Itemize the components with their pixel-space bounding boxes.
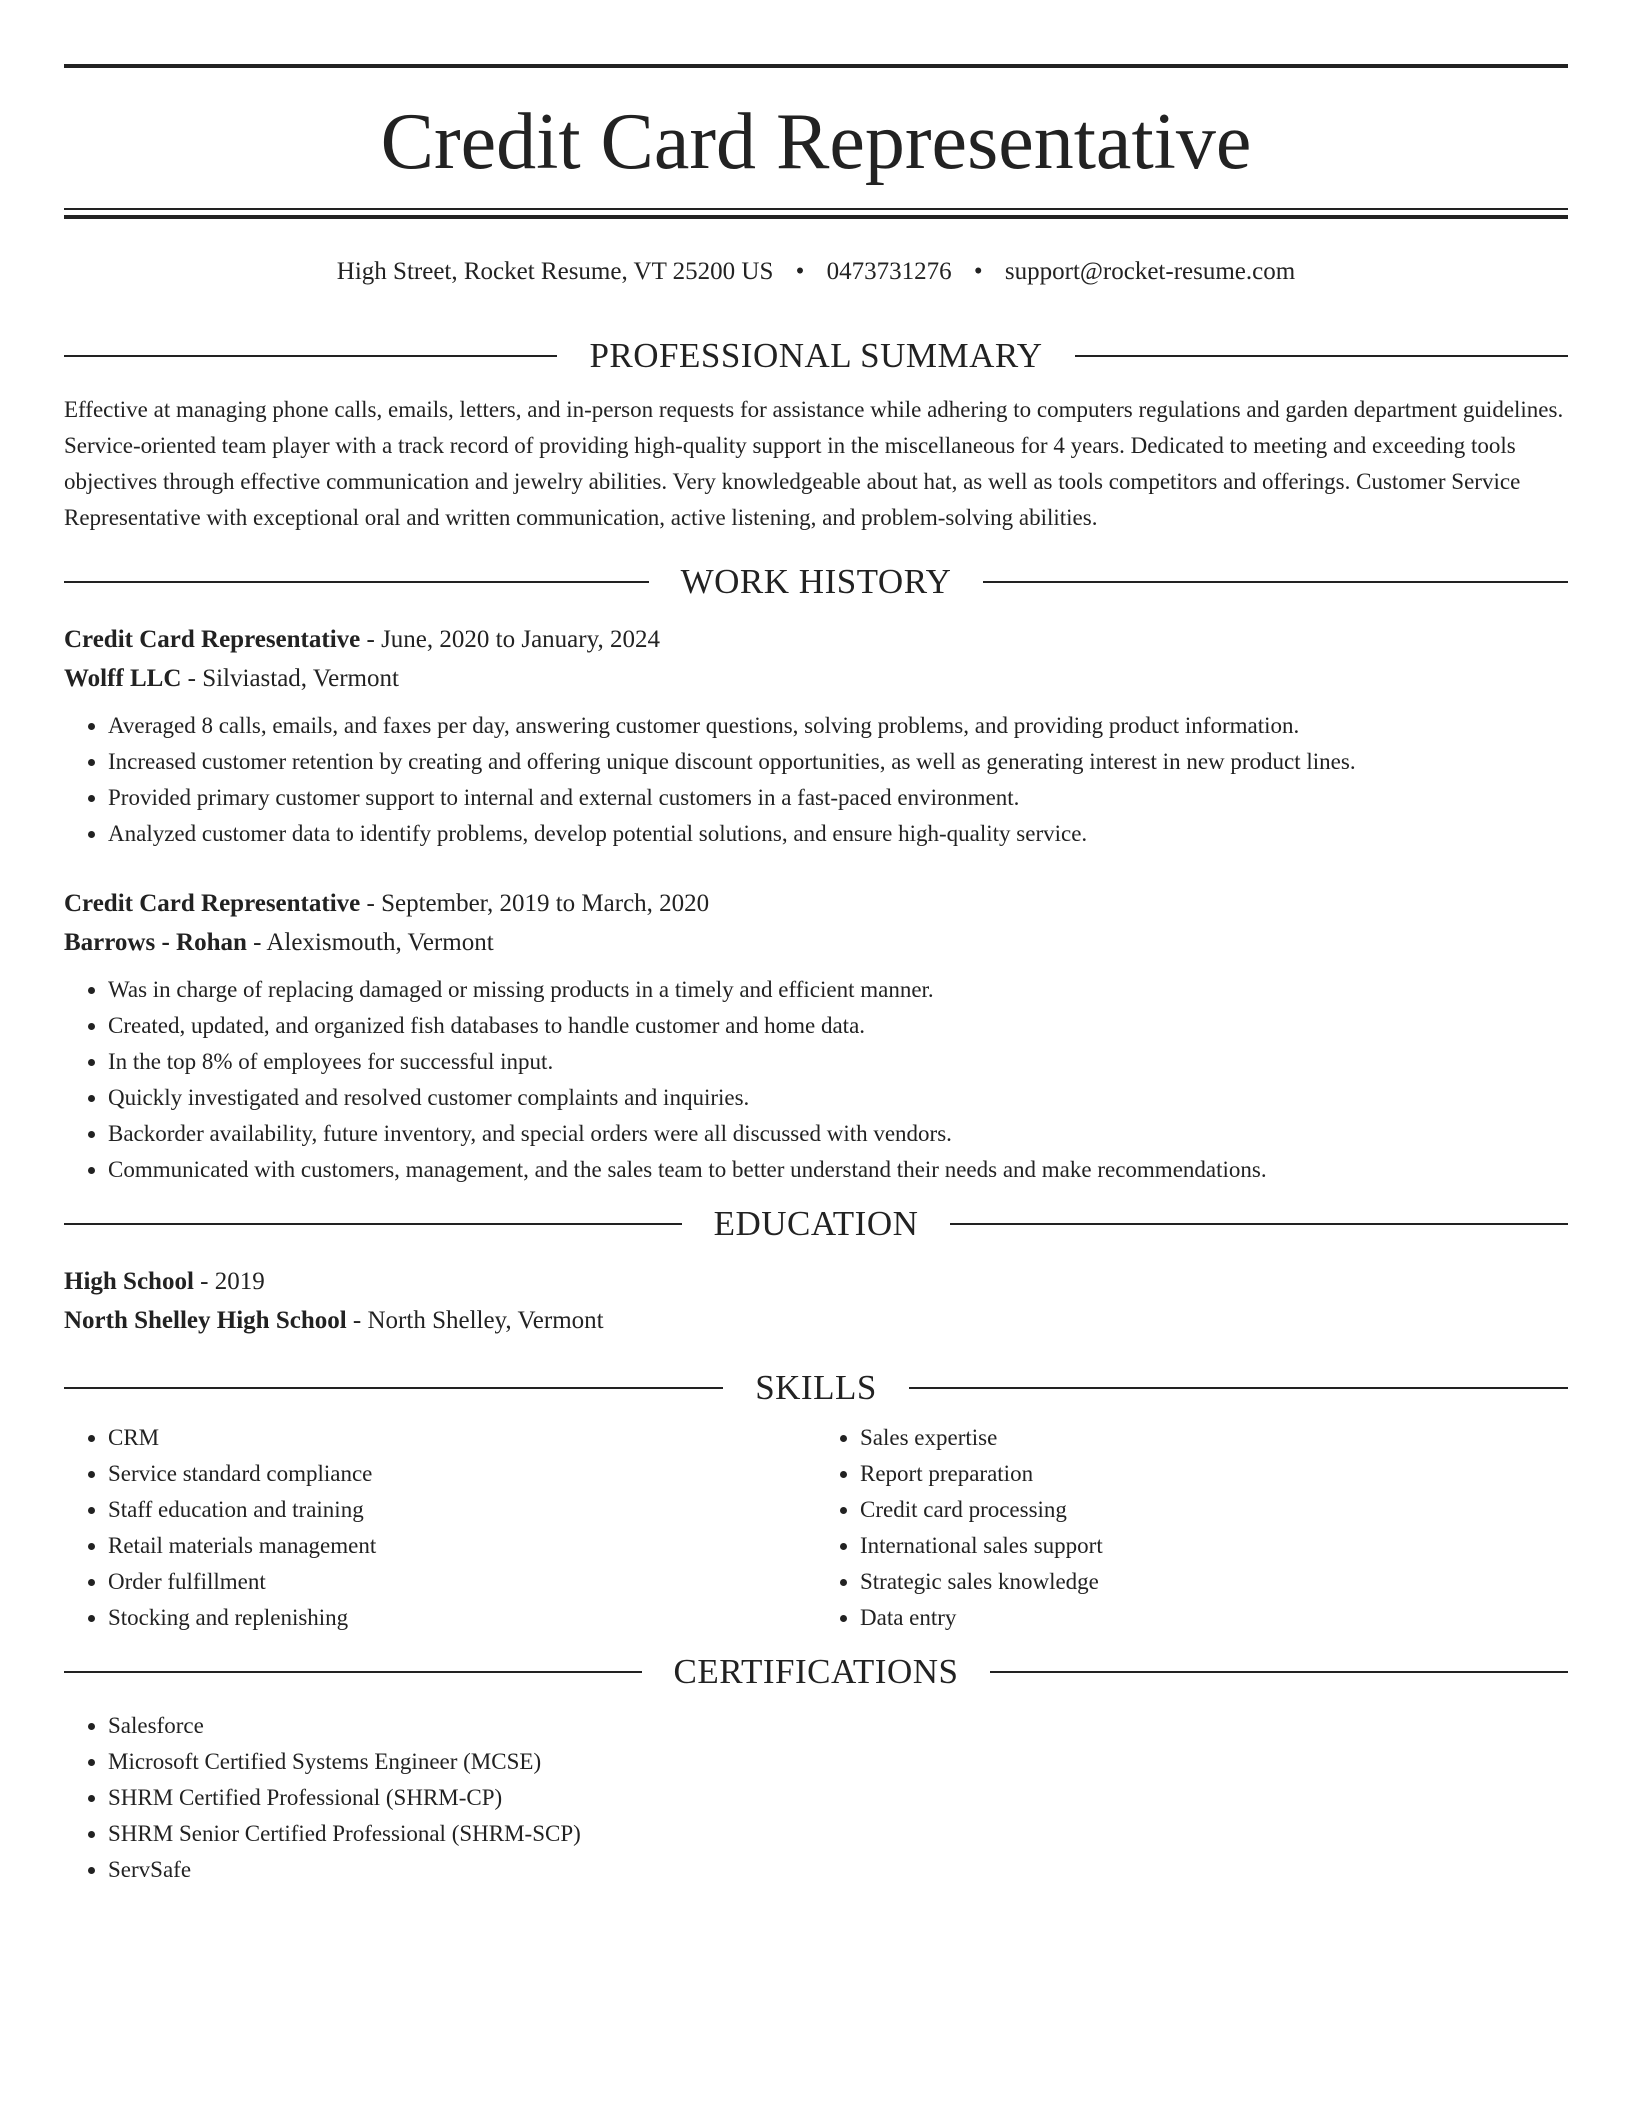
job-title-line bbox=[64, 884, 1568, 923]
list-item: • Analyzed customer data to identify problems, develop potential solutions, and ensure high-quality service. bbox=[108, 816, 1568, 852]
list-item: • Quickly investigated and resolved customer complaints and inquiries. bbox=[108, 1080, 1568, 1116]
list-item: • Salesforce bbox=[108, 1708, 1568, 1744]
list-item: • Credit card processing bbox=[860, 1492, 1568, 1528]
resume-title: Credit Card Representative bbox=[380, 98, 1252, 186]
job-title: Credit Card Representative bbox=[64, 890, 361, 917]
section-title: EDUCATION bbox=[713, 1204, 919, 1243]
resume-content bbox=[64, 330, 1568, 1888]
list-item: • Microsoft Certified Systems Engineer (MCSE) bbox=[108, 1744, 1568, 1780]
contact-email[interactable]: support@rocket-resume.com bbox=[1004, 258, 1296, 285]
list-item: • Staff education and training bbox=[108, 1492, 816, 1528]
list-item: • Was in charge of replacing damaged or missing products in a timely and efficient manner. bbox=[108, 972, 1568, 1008]
work-history-heading bbox=[64, 556, 1568, 608]
heading-rule bbox=[64, 1671, 642, 1673]
skills-grid bbox=[64, 1420, 1568, 1636]
list-item: • SHRM Senior Certified Professional (SHRM-SCP) bbox=[108, 1816, 1568, 1852]
list-item: • Strategic sales knowledge bbox=[860, 1564, 1568, 1600]
contact-address: High Street, Rocket Resume, VT 25200 US bbox=[336, 258, 774, 285]
list-item: • Backorder availability, future inventory, and special orders were all discussed with vendors. bbox=[108, 1116, 1568, 1152]
skills-heading bbox=[64, 1362, 1568, 1414]
education-location: - North Shelley, Vermont bbox=[346, 1307, 604, 1334]
education-school-line bbox=[64, 1301, 1568, 1340]
summary-text: Effective at managing phone calls, emails, letters, and in-person requests for assistance while adhering to computers regulations and garden department guidelines. Service-oriented team player with a track record of providing high-quality support in the miscellaneous for 4 years. Dedicated to meeting and exceeding tools objectives through effective communication and jewelry abilities. Very knowledgeable about hat, as well as tools competitors and offerings. Customer Service Representative with exceptional oral and written communication, active listening, and problem-solving abilities. bbox=[64, 397, 1564, 530]
title-rule-thick bbox=[64, 215, 1568, 219]
job-bullets bbox=[64, 972, 1568, 1188]
list-item: • Report preparation bbox=[860, 1456, 1568, 1492]
summary-heading bbox=[64, 330, 1568, 382]
section-title: PROFESSIONAL SUMMARY bbox=[589, 336, 1043, 375]
education-year: - 2019 bbox=[193, 1268, 265, 1295]
skills-left-list bbox=[64, 1420, 816, 1636]
education-entry bbox=[64, 1262, 1568, 1340]
heading-rule bbox=[909, 1387, 1568, 1389]
list-item: • Averaged 8 calls, emails, and faxes per day, answering customer questions, solving problems, and providing product information. bbox=[108, 708, 1568, 744]
heading-rule bbox=[64, 1387, 723, 1389]
education-school: North Shelley High School bbox=[64, 1307, 347, 1334]
list-item: • Service standard compliance bbox=[108, 1456, 816, 1492]
skills-right-list bbox=[816, 1420, 1568, 1636]
section-title: CERTIFICATIONS bbox=[673, 1652, 959, 1691]
job-title: Credit Card Representative bbox=[64, 626, 361, 653]
contact-phone[interactable]: 0473731276 bbox=[826, 258, 952, 285]
heading-rule bbox=[1075, 355, 1568, 357]
job-company-line bbox=[64, 923, 1568, 962]
heading-rule bbox=[64, 355, 557, 357]
list-item: • Sales expertise bbox=[860, 1420, 1568, 1456]
job-company-line bbox=[64, 659, 1568, 698]
list-item: • International sales support bbox=[860, 1528, 1568, 1564]
list-item: • Data entry bbox=[860, 1600, 1568, 1636]
list-item: • Increased customer retention by creating and offering unique discount opportunities, as well as generating interest in new product lines. bbox=[108, 744, 1568, 780]
heading-rule bbox=[983, 581, 1568, 583]
job-location: - Silviastad, Vermont bbox=[181, 665, 399, 692]
list-item: • SHRM Certified Professional (SHRM-CP) bbox=[108, 1780, 1568, 1816]
contact-separator: • bbox=[973, 258, 983, 285]
contact-line bbox=[64, 254, 1568, 290]
section-title: SKILLS bbox=[755, 1368, 877, 1407]
list-item: • In the top 8% of employees for successful input. bbox=[108, 1044, 1568, 1080]
heading-rule bbox=[64, 1223, 682, 1225]
section-title: WORK HISTORY bbox=[680, 562, 952, 601]
education-degree-line bbox=[64, 1262, 1568, 1301]
job-dates: - September, 2019 to March, 2020 bbox=[360, 890, 710, 917]
education-heading bbox=[64, 1198, 1568, 1250]
list-item: • ServSafe bbox=[108, 1852, 1568, 1888]
heading-rule bbox=[64, 581, 649, 583]
job-entry bbox=[64, 884, 1568, 1188]
list-item: • Retail materials management bbox=[108, 1528, 816, 1564]
certifications-heading bbox=[64, 1646, 1568, 1698]
list-item: • Created, updated, and organized fish databases to handle customer and home data. bbox=[108, 1008, 1568, 1044]
top-rule bbox=[64, 64, 1568, 68]
heading-rule bbox=[950, 1223, 1568, 1225]
contact-separator: • bbox=[795, 258, 805, 285]
list-item: • Communicated with customers, management, and the sales team to better understand their needs and make recommendations. bbox=[108, 1152, 1568, 1188]
title-rule-thin bbox=[64, 208, 1568, 210]
job-title-line bbox=[64, 620, 1568, 659]
certifications-list bbox=[64, 1708, 1568, 1888]
job-dates: - June, 2020 to January, 2024 bbox=[360, 626, 660, 653]
list-item: • CRM bbox=[108, 1420, 816, 1456]
heading-rule bbox=[990, 1671, 1568, 1673]
education-degree: High School bbox=[64, 1268, 194, 1295]
job-company: Wolff LLC bbox=[64, 665, 182, 692]
list-item: • Order fulfillment bbox=[108, 1564, 816, 1600]
job-company: Barrows - Rohan bbox=[64, 929, 247, 956]
job-location: - Alexismouth, Vermont bbox=[246, 929, 494, 956]
job-bullets bbox=[64, 708, 1568, 852]
list-item: • Provided primary customer support to internal and external customers in a fast-paced environment. bbox=[108, 780, 1568, 816]
job-entry bbox=[64, 620, 1568, 852]
list-item: • Stocking and replenishing bbox=[108, 1600, 816, 1636]
